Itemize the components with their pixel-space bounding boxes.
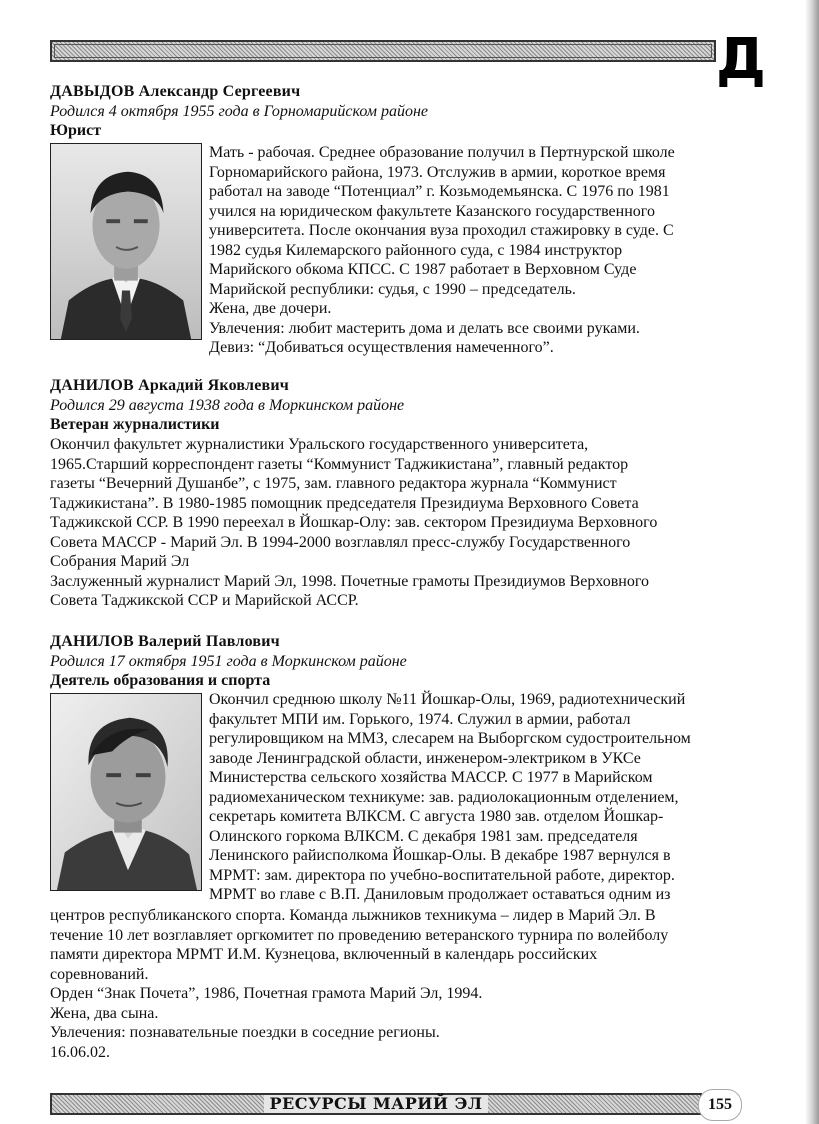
bio-line: Таджикской ССР. В 1990 переехал в Йошкар-Олу: зав. сектором Президиума Верховного — [50, 514, 658, 531]
portrait-image — [51, 694, 201, 890]
bio-line: газеты “Вечерний Душанбе”, с 1975, зам. главного редактора журнала “Коммунист — [50, 475, 617, 492]
bio-line: МРМТ во главе с В.П. Даниловым продолжает оставаться одним из — [209, 886, 671, 903]
bio-line: Жена, две дочери. — [209, 300, 332, 317]
bio-line: Мать - рабочая. Среднее образование получил в Пертнурской школе — [209, 144, 675, 161]
bio-line: Увлечения: познавательные поездки в соседние регионы. — [50, 1024, 440, 1041]
bio-line: течение 10 лет возглавляет оргкомитет по проведению ветеранского турнира по волейболу — [50, 926, 669, 944]
bio-line: Марийского обкома КПСС. С 1987 работает в Верховном Суде — [209, 261, 637, 278]
bio-line: Орден “Знак Почета”, 1986, Почетная грамота Марий Эл, 1994. — [50, 985, 483, 1002]
bio-line: Окончил среднюю школу №11 Йошкар-Олы, 1969, радиотехнический — [209, 691, 686, 708]
bio-line: Марийской республики: судья, с 1990 – председатель. — [209, 280, 576, 298]
bio-line: Увлечения: любит мастерить дома и делать все своими руками. — [209, 319, 640, 337]
footer-banner — [50, 1093, 702, 1115]
entry-birth: Родился 29 августа 1938 года в Моркинском районе — [50, 397, 405, 414]
entry-danilov-valeriy — [50, 632, 740, 691]
portrait-image — [51, 144, 201, 339]
entry-name: ДАВЫДОВ Александр Сергеевич — [50, 83, 301, 100]
bio-line: Таджикистана”. В 1980-1985 помощник председателя Президиума Верховного Совета — [50, 494, 639, 512]
bio-line: 16.06.02. — [50, 1043, 110, 1061]
bio-line: радиомеханическом техникуме: зав. радиолокационным отделением, — [209, 788, 679, 806]
page-number: 155 — [698, 1089, 742, 1121]
bio-line: Олинского горкома ВЛКСМ. С декабря 1981 зам. председателя — [209, 827, 638, 845]
bio-line: работал на заводе “Потенциал” г. Козьмодемьянска. С 1976 по 1981 — [209, 183, 670, 200]
page-edge-shadow — [805, 0, 819, 1124]
entry-name: ДАНИЛОВ Валерий Павлович — [50, 633, 280, 650]
bio-danilov-valeriy-side — [209, 690, 749, 905]
entry-davydov — [50, 82, 740, 141]
entry-occupation: Деятель образования и спорта — [50, 672, 271, 689]
bio-line: соревнований. — [50, 965, 149, 983]
entry-birth: Родился 4 октября 1955 года в Горномарийском районе — [50, 103, 429, 120]
bio-line: учился на юридическом факультете Казанского государственного — [209, 202, 655, 220]
bio-line: Заслуженный журналист Марий Эл, 1998. Почетные грамоты Президиумов Верховного — [50, 572, 650, 590]
bio-line: памяти директора МРМТ И.М. Кузнецова, включенный в календарь российских — [50, 946, 598, 963]
top-decorative-banner — [50, 40, 716, 62]
bio-line: Министерства сельского хозяйства МАССР. С 1977 в Марийском — [209, 769, 653, 786]
bio-line: Собрания Марий Эл — [50, 553, 190, 570]
bio-line: Совета Таджикской ССР и Марийской АССР. — [50, 592, 359, 609]
bio-line: центров республиканского спорта. Команда лыжников техникума – лидер в Марий Эл. В — [50, 907, 656, 924]
bio-danilov-arkadiy — [50, 435, 740, 611]
bio-line: Горномарийского района, 1973. Отслужив в армии, короткое время — [209, 163, 666, 181]
bio-line: Окончил факультет журналистики Уральского государственного университета, — [50, 436, 589, 453]
portrait-photo-danilov — [50, 693, 202, 891]
bio-line: университета. После окончания вуза проходил стажировку в суде. С — [209, 222, 674, 239]
section-letter: Д — [716, 27, 766, 92]
bio-line: секретарь комитета ВЛКСМ. С августа 1980 зав. отделом Йошкар- — [209, 808, 664, 825]
bio-line: Ленинского райисполкома Йошкар-Олы. В декабре 1987 вернулся в — [209, 847, 671, 864]
entry-occupation: Юрист — [50, 122, 102, 139]
entry-birth: Родился 17 октября 1951 года в Моркинском районе — [50, 653, 407, 670]
bio-line: Девиз: “Добиваться осуществления намеченного”. — [209, 339, 554, 356]
bio-davydov — [209, 143, 749, 358]
bio-line: регулировщиком на ММЗ, слесарем на Выборгском судостроительном — [209, 730, 691, 747]
entry-occupation: Ветеран журналистики — [50, 416, 220, 433]
bio-line: Жена, два сына. — [50, 1004, 159, 1022]
bio-danilov-valeriy-full — [50, 906, 740, 1062]
entry-danilov-arkadiy — [50, 376, 740, 611]
entry-name: ДАНИЛОВ Аркадий Яковлевич — [50, 377, 290, 394]
bio-line: 1982 судья Килемарского районного суда, с 1984 инструктор — [209, 241, 623, 259]
bio-line: МРМТ: зам. директора по учебно-воспитательной работе, директор. — [209, 866, 675, 884]
footer-title: РЕСУРСЫ МАРИЙ ЭЛ — [264, 1095, 489, 1113]
bio-line: заводе Ленинградской области, инженером-электриком в УКСе — [209, 749, 641, 767]
bio-line: Совета МАССР - Марий Эл. В 1994-2000 возглавлял пресс-службу Государственного — [50, 533, 631, 551]
bio-line: 1965.Старший корреспондент газеты “Коммунист Таджикистана”, главный редактор — [50, 455, 629, 473]
portrait-photo-davydov — [50, 143, 202, 340]
bio-line: факультет МПИ им. Горького, 1974. Служил в армии, работал — [209, 710, 631, 728]
